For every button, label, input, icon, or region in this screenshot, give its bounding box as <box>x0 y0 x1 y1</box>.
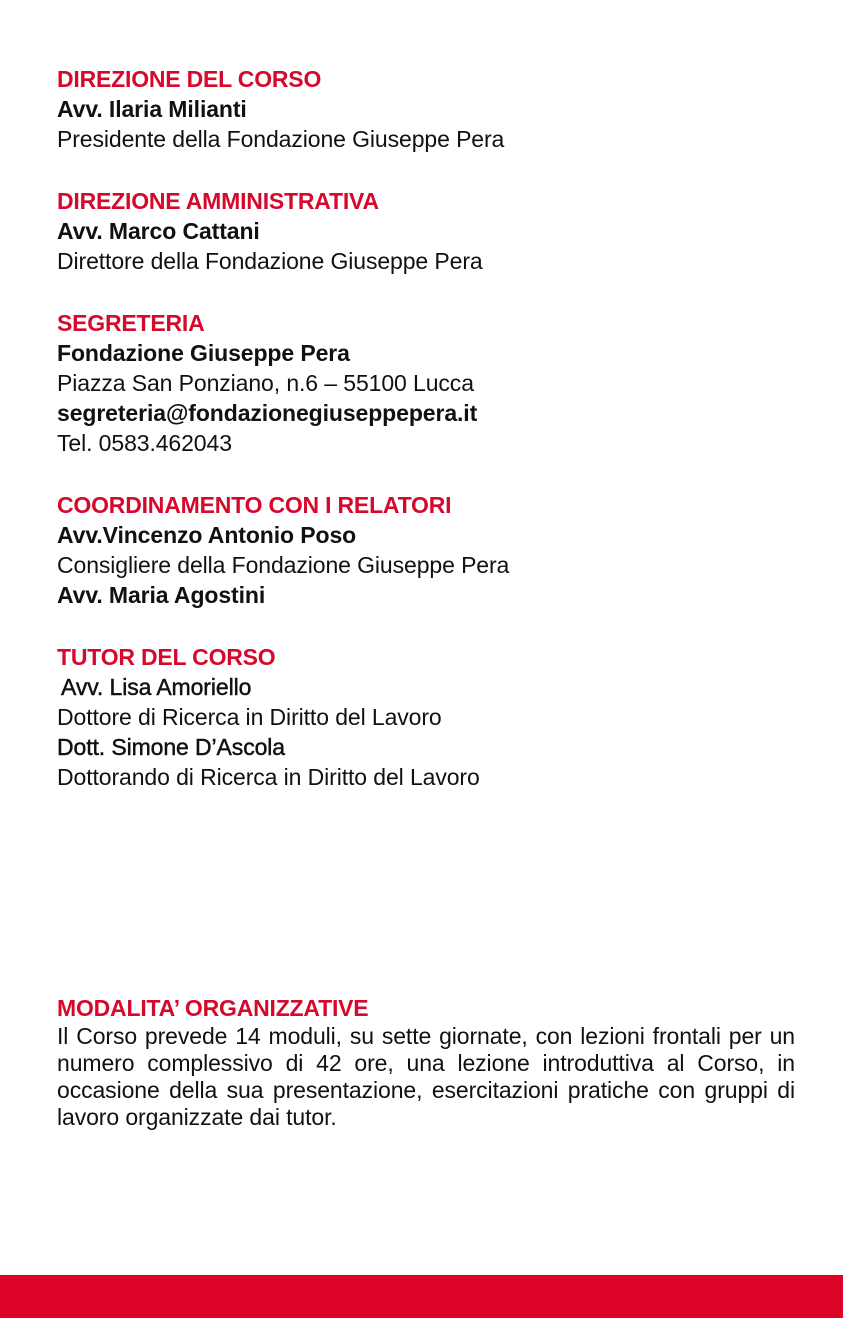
person-role: Dottore di Ricerca in Diritto del Lavoro <box>57 704 442 730</box>
person-name: Avv. Maria Agostini <box>57 582 266 608</box>
page-content <box>57 64 795 824</box>
person-name: Avv. Lisa Amoriello <box>61 674 252 700</box>
section-modalita-organizzative <box>57 993 795 1131</box>
organization-name: Fondazione Giuseppe Pera <box>57 340 350 366</box>
section-segreteria <box>57 308 795 458</box>
section-heading: COORDINAMENTO CON I RELATORI <box>57 492 452 518</box>
person-name: Dott. Simone D’Ascola <box>57 734 285 760</box>
section-heading: SEGRETERIA <box>57 310 205 336</box>
section-heading: DIREZIONE DEL CORSO <box>57 66 322 92</box>
person-name: Avv. Ilaria Milianti <box>57 96 247 122</box>
person-role: Presidente della Fondazione Giuseppe Pera <box>57 126 505 152</box>
address-line: Piazza San Ponziano, n.6 – 55100 Lucca <box>57 370 474 396</box>
phone-text: Tel. 0583.462043 <box>57 430 232 456</box>
person-role: Dottorando di Ricerca in Diritto del Lavoro <box>57 764 480 790</box>
section-tutor-del-corso <box>57 642 795 792</box>
section-heading: TUTOR DEL CORSO <box>57 644 276 670</box>
modalita-paragraph: Il Corso prevede 14 moduli, su sette giornate, con lezioni frontali per un numero complessivo di 42 ore, una lezione introduttiva al Corso, in occasione della sua presentazione, esercitazioni pratiche con gruppi di lavoro organizzate dai tutor. <box>57 1023 795 1130</box>
person-name: Avv. Marco Cattani <box>57 218 260 244</box>
section-coordinamento-relatori <box>57 490 795 610</box>
section-direzione-amministrativa <box>57 186 795 276</box>
section-direzione-del-corso <box>57 64 795 154</box>
person-role: Direttore della Fondazione Giuseppe Pera <box>57 248 483 274</box>
footer-red-bar <box>0 1275 843 1318</box>
section-heading: MODALITA’ ORGANIZZATIVE <box>57 995 369 1021</box>
email-text: segreteria@fondazionegiuseppepera.it <box>57 400 478 426</box>
person-role: Consigliere della Fondazione Giuseppe Pera <box>57 552 510 578</box>
person-name: Avv.Vincenzo Antonio Poso <box>57 522 357 548</box>
section-heading: DIREZIONE AMMINISTRATIVA <box>57 188 379 214</box>
